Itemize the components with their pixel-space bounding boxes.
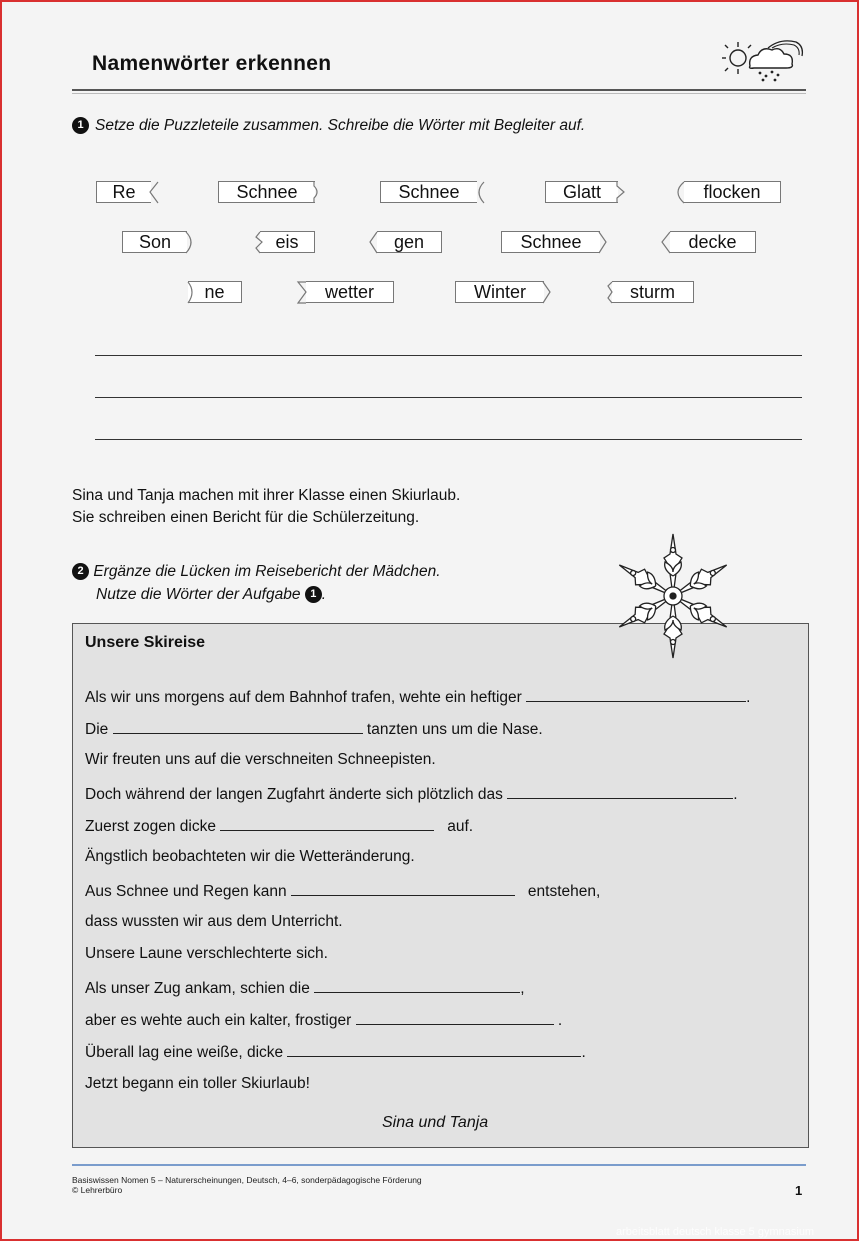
report-line: Aus Schnee und Regen kann entstehen,: [85, 883, 601, 900]
report-line: aber es wehte auch ein kalter, frostiger .: [85, 1012, 563, 1029]
task-number-badge: 1: [72, 117, 89, 134]
report-line: Wir freuten uns auf die verschneiten Schneepisten.: [85, 751, 436, 768]
answer-gap[interactable]: [287, 1042, 581, 1057]
puzzle-piece: sturm: [612, 281, 694, 303]
puzzle-piece: ne: [188, 281, 242, 303]
task-2-instruction: [72, 560, 441, 606]
snowflake-icon: [592, 525, 754, 667]
puzzle-piece: Son: [122, 231, 187, 253]
report-box: [72, 623, 809, 1148]
answer-gap[interactable]: [526, 687, 746, 702]
task-2-text: Nutze die Wörter der Aufgabe: [96, 586, 301, 603]
puzzle-piece: decke: [670, 231, 756, 253]
task-2-text: .: [321, 586, 327, 603]
puzzle-piece: Schnee: [218, 181, 315, 203]
report-line: Zuerst zogen dicke auf.: [85, 818, 474, 835]
task-number-badge: 2: [72, 563, 89, 580]
answer-gap[interactable]: [356, 1010, 554, 1025]
writing-line[interactable]: [95, 439, 802, 440]
puzzle-piece: flocken: [684, 181, 781, 203]
answer-gap[interactable]: [220, 816, 434, 831]
report-line: Doch während der langen Zugfahrt änderte sich plötzlich das .: [85, 786, 738, 803]
puzzle-piece: Schnee: [380, 181, 477, 203]
writing-line[interactable]: [95, 397, 802, 398]
puzzle-piece: wetter: [306, 281, 394, 303]
answer-gap[interactable]: [291, 881, 515, 896]
puzzle-piece: Winter: [455, 281, 544, 303]
footer-text: [72, 1175, 422, 1195]
intro-line: Sina und Tanja machen mit ihrer Klasse einen Skiurlaub.: [72, 487, 461, 504]
puzzle-piece: gen: [377, 231, 442, 253]
intro-line: Sie schreiben einen Bericht für die Schülerzeitung.: [72, 509, 420, 526]
task-2-text: Ergänze die Lücken im Reisebericht der Mädchen.: [93, 563, 441, 580]
puzzle-piece: Re: [96, 181, 151, 203]
answer-gap[interactable]: [314, 978, 520, 993]
footer-line: Basiswissen Nomen 5 – Naturerscheinungen, Deutsch, 4–6, sonderpädagogische Förderung: [72, 1175, 422, 1185]
footer-copyright: © Lehrerbüro: [72, 1185, 123, 1195]
report-line: Jetzt begann ein toller Skiurlaub!: [85, 1075, 310, 1092]
page-title: Namenwörter erkennen: [92, 52, 332, 75]
task-1-text: Setze die Puzzleteile zusammen. Schreibe die Wörter mit Begleiter auf.: [95, 117, 586, 134]
report-line: dass wussten wir aus dem Unterricht.: [85, 913, 343, 930]
report-signature: Sina und Tanja: [382, 1114, 489, 1131]
page-number: 1: [795, 1183, 803, 1198]
puzzle-piece: Glatt: [545, 181, 618, 203]
report-line: Als wir uns morgens auf dem Bahnhof trafen, wehte ein heftiger .: [85, 689, 751, 706]
intro-text: [72, 485, 460, 529]
report-line: Ängstlich beobachteten wir die Wetteränderung.: [85, 848, 415, 865]
puzzle-piece: eis: [260, 231, 315, 253]
task-reference-badge: 1: [305, 586, 322, 603]
watermark: arbeitsblatt deutsch klasse 5 gymnasium: [616, 1226, 815, 1238]
report-line: Überall lag eine weiße, dicke .: [85, 1044, 586, 1061]
answer-gap[interactable]: [507, 784, 733, 799]
report-line: Als unser Zug ankam, schien die ,: [85, 980, 525, 997]
report-title: Unsere Skireise: [85, 634, 206, 651]
report-line: Die tanzten uns um die Nase.: [85, 721, 543, 738]
answer-gap[interactable]: [113, 719, 363, 734]
writing-line[interactable]: [95, 355, 802, 356]
report-line: Unsere Laune verschlechterte sich.: [85, 945, 328, 962]
puzzle-edges: [0, 0, 859, 320]
footer-rule: [72, 1164, 806, 1166]
puzzle-piece: Schnee: [501, 231, 600, 253]
